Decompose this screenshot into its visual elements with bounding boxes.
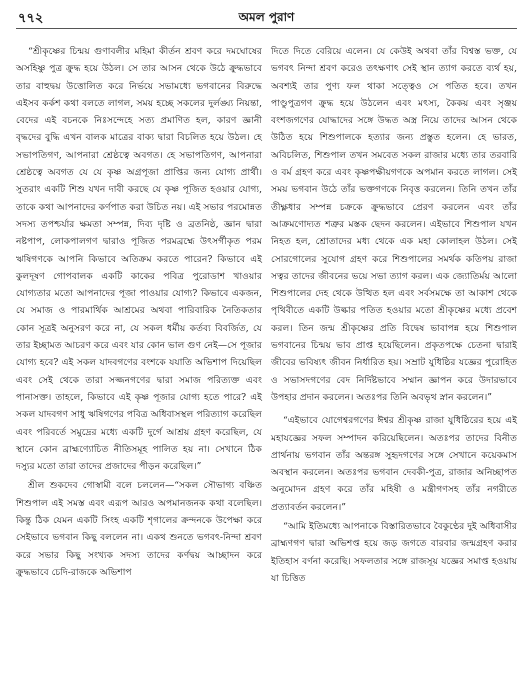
running-title: অমল পুরাণ — [238, 10, 295, 24]
paragraph: “এইভাবে যোগেশ্বরগণের ঈশ্বর শ্রীকৃষ্ণ রাজা যুধিষ্ঠিরের হয়ে এই মহাযজ্ঞের সফল সম্পাদন করিয়েছিলেন। অতঃপর তাদের বিনীত প্রার্থনায় ভগবান তাঁর অন্তরঙ্গ সুহৃদগণের সঙ্গে সেখানে কয়েকমাস অবস্থান করলেন। অতঃপর ভগবান দেবকী-পুত্র, রাজার অনিচ্ছাপত অনুমোদন গ্রহণ করে তাঁর মহিষী ও মন্ত্রীগণসহ তাঁর নগরীতে প্রত্যাবর্তন করলেন।” — [271, 415, 517, 513]
paragraph: দিতে দিতে বেরিয়ে এলেন। যে কেউই অথবা তাঁর বিশ্বস্ত ভক্ত, যে ভগবৎ নিন্দা শ্রবণ করেও তৎক্ষণাৎ সেই স্থান ত্যাগ করতে ব্যর্থ হয়, অবশ্যই তার পুণ্য ফল থাকা সত্ত্বেও সে পতিত হবে। তখন পাণ্ডুপুত্রগণ ক্রুদ্ধ হয়ে উঠলেন এবং মৎস্য, কৈকয় এবং সৃঞ্জয় বংশজগণের যোদ্ধাদের সঙ্গে উদ্ধত অস্ত্র নিয়ে তাদের আসন থেকে উঠিত হয়ে শিশুপালকে হত্যার জন্য প্রস্তুত হলেন। হে ভারত, অবিচলিত, শিশুপাল তখন সমবেত সকল রাজার মধ্যে তার তরবারি ও বর্ম গ্রহণ করে এবং কৃষ্ণপক্ষীয়গণকে অপমান করতে লাগল। সেই সময় ভগবান উঠে তাঁর ভক্তগণকে নিবৃত্ত করলেন। তিনি তখন তাঁর তীক্ষ্ণধার সম্পন্ন চক্রকে ক্রুদ্ধভাবে প্রেরণ করলেন এবং তাঁর আক্রমণোদ্যত শত্রুর মস্তক ছেদন করলেন। এইভাবে শিশুপাল যখন নিহত হল, শ্রোতাদের মধ্য থেকে এক মহা কোলাহল উঠল। সেই সোরগোলের সুযোগ গ্রহণ করে শিশুপালের সমর্থক কতিপয় রাজা সত্বর তাদের জীবনের ভয়ে সভা ত্যাগ করল। এক জ্যোতির্ময় আলো শিশুপালের দেহ থেকে উত্থিত হল এবং সর্বসমক্ষে তা আকাশ থেকে পৃথিবীতে একটি উল্কার পতিত হওয়ার মতো শ্রীকৃষ্ণের মধ্যে প্রবেশ করল। তিন জন্ম শ্রীকৃষ্ণের প্রতি বিদ্বেষ ভাবাপন্ন হয়ে শিশুপাল ভগবানের চিন্ময় ভাব প্রাপ্ত হয়েছিলেন। প্রকৃতপক্ষে চেতনা দ্বারাই জীবের ভবিষ্যৎ জীবন নির্ধারিত হয়। সম্রাট যুধিষ্ঠির যজ্ঞের পুরোহিত ও সভাসদগণের বেদ নির্দিষ্টভাবে সম্মান জ্ঞাপন করে উদারভাবে উপহার প্রদান করলেন। অতঃপর তিনি অবভৃথ স্নান করলেন।” — [271, 46, 517, 403]
paragraph: শ্রীল শুকদেব গোস্বামী বলে চললেন—“সকল সৌভাগ্য বঞ্চিত শিশুপাল এই সমস্ত এবং এরূপ আরও অপমানজনক কথা বলেছিল। কিন্তু ঠিক যেমন একটি সিংহ একটি শৃগালের ক্রন্দনকে উপেক্ষা করে সেইভাবে ভগবান কিছু বললেন না। একথ শুনতে ভগবৎ-নিন্দা শ্রবণ করে সভার কিছু সংখ্যক সদস্য তাদের কর্ণদ্বয় আচ্ছাদন করে ক্রুদ্ধভাবে চেদি-রাজকে অভিশাপ — [16, 480, 262, 578]
paragraph: “আমি ইতিমধ্যে আপনাকে বিস্তারিতভাবে বৈকুণ্ঠের দুই অধিবাসীর ব্রাহ্মণগণ দ্বারা অভিশপ্ত হয়ে জড় জগতে বারবার জন্মগ্রহণ করার ইতিহাস বর্ণনা করেছি। সফলতার সঙ্গে রাজসূয় যজ্ঞের সমাপ্ত হওয়ায় যা চিত্তিত — [271, 521, 517, 584]
paragraph: “শ্রীকৃষ্ণের চিন্ময় গুণাবলীর মহিমা কীর্তন শ্রবণ করে দমঘোষের অসহিষ্ণু পুত্র ক্রুদ্ধ হয়ে উঠল। সে তার আসন থেকে উঠে ক্রুদ্ধভাবে তার বাহুদ্বয় উত্তোলিত করে নির্ভয়ে সভামধ্যে ভগবানের বিরুদ্ধে এইসব কর্কশ কথা বলতে লাগল, সময় হচ্ছে সকলের দুর্লঙ্ঘ্য নিয়ন্তা, বেদের এই বচনকে নিঃসন্দেহে সত্য প্রমাণিত হল, কারণ জ্ঞানী বৃদ্ধদের বুদ্ধি এখন বালক মাত্রের বাক্য দ্বারা বিচলিত হয়ে উঠল। হে সভাপতিগণ, আপনারা শ্রেষ্ঠত্বে অবগত। হে সভাপতিগণ, আপনারা শ্রেষ্ঠত্বে অবগত যে যে কৃষ্ণ অগ্রপূজা প্রাপ্তির জন্য যোগ্য প্রার্থী। সুতরাং একটি শিশু যখন দাবী করছে যে কৃষ্ণ পূজিত হওয়ার যোগ্য, তাকে কথা আপনাদের কর্ণপাত করা উচিত নয়। এই সভার পরমোন্নত সদস্য তপশ্চর্যার ক্ষমতা সম্পন্ন, দিব্য দৃষ্টি ও ব্রতনিষ্ঠ, জ্ঞান দ্বারা নষ্টপাপ, লোকপালগণ দ্বারাও পূজিত পরমব্রহ্মে উৎসর্গীকৃত পরম ঋষিগণকে আপনি কিভাবে অতিক্রম করতে পারেন? কিভাবে এই কুলদূষণ গোপবালক একটি কাকের পবিত্র পুরোডাশ খাওয়ার যোগ্যতার মতো আপনাদের পূজা পাওয়ার যোগ্য? কিভাবে একজন, যে সমাজ ও পারমার্থিক আশ্রমের অথবা পারিবারিক নৈতিকতার কোন সূত্রই অনুসরণ করে না, যে সকল ধর্মীয় কর্তব্য বিবর্জিত, যে তার ইচ্ছামত আচরণ করে এবং যার কোন ভাল গুণ নেই—সে পূজার যোগ্য হবে? এই সকল যাদবগণের বংশকে যযাতি অভিশাপ দিয়েছিল এবং সেই থেকে তারা সজ্জনগণের দ্বারা সমাজ পরিত্যক্ত এবং পানাসক্ত। তাহলে, কিভাবে এই কৃষ্ণ পূজার যোগ্য হতে পারে? এই সকল যাদবগণ সাধু ঋষিগণের পবিত্র অধিবাসস্থল পরিত্যাগ করেছিল এবং পরিবর্তে সমুদ্রের মধ্যে একটি দুর্গে আশ্রয় গ্রহণ করেছিল, যে স্থানে কোন ব্রাহ্মণ্যোচিত নীতিসমূহ পালিত হয় না। সেখানে ঠিক দস্যুর মতো তারা তাদের প্রজাদের পীড়ন করেছিল।” — [16, 46, 262, 473]
left-column — [16, 43, 262, 589]
page-number: ৭৭২ — [18, 11, 44, 26]
page-header — [16, 6, 517, 29]
text-columns — [16, 43, 517, 589]
right-column — [271, 43, 517, 589]
